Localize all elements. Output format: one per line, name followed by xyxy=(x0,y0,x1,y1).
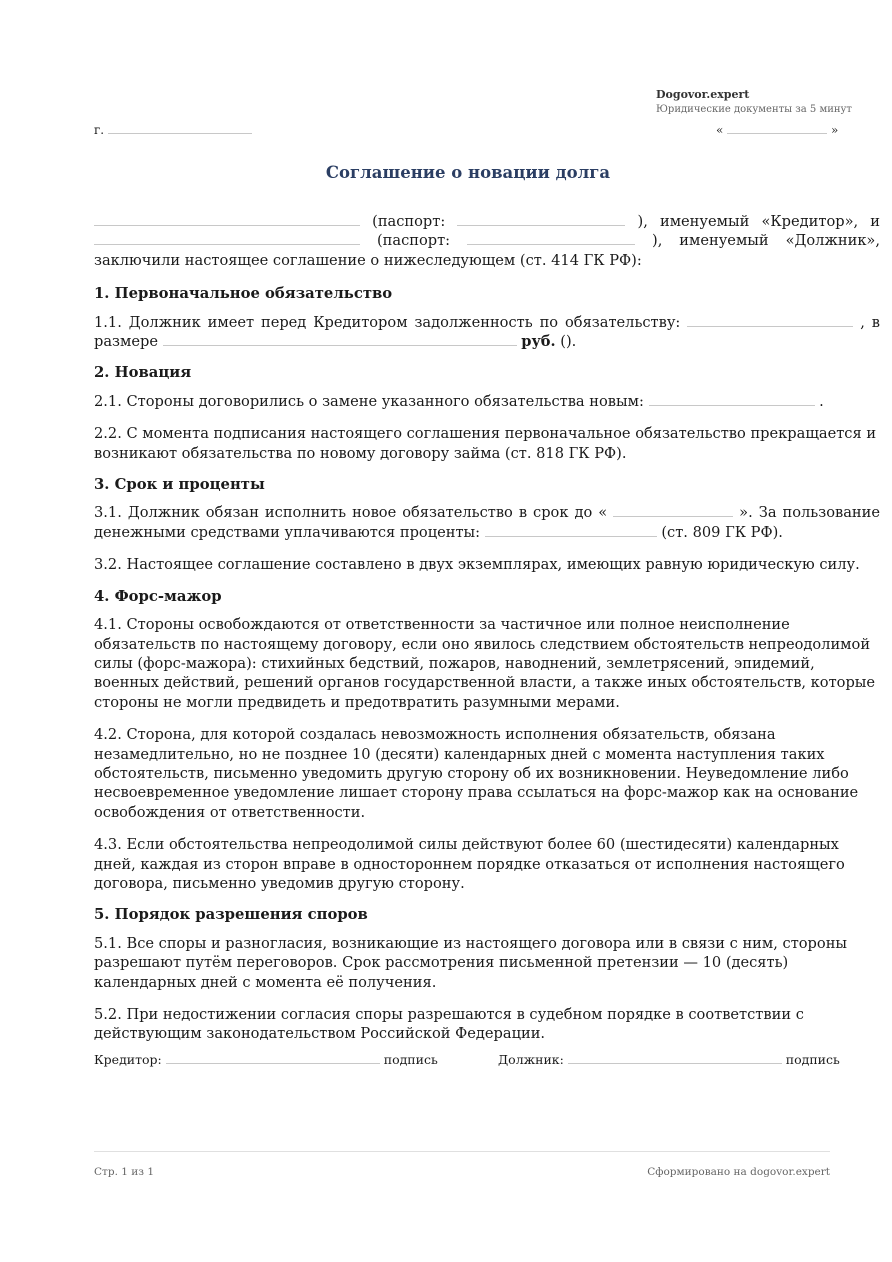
debtor-named-text: ), именуемый «Должник», xyxy=(652,232,881,250)
city-line xyxy=(94,120,252,140)
debtor-passport-field[interactable] xyxy=(467,231,635,245)
clause-4-3: 4.3. Если обстоятельства непреодолимой силы действуют более 60 (шестидесяти) календарных дней, каждая из сторон вправе в одностороннем порядке отказаться от исполнения настоящего договора, письменно уведомив другую сторону. xyxy=(94,836,845,892)
amount-field[interactable] xyxy=(163,332,517,346)
footer-divider xyxy=(94,1151,830,1152)
deadline-field[interactable] xyxy=(613,503,733,517)
creditor-sign-word: подпись xyxy=(383,1052,438,1067)
new-obligation-field[interactable] xyxy=(649,392,815,406)
creditor-sign-label: Кредитор: xyxy=(94,1052,162,1067)
obligation-field[interactable] xyxy=(687,313,853,327)
section-1-heading: 1. Первоначальное обязательство xyxy=(94,285,393,303)
clause-2-2: 2.2. С момента подписания настоящего соглашения первоначальное обязательство прекращается и возникают обязательства по новому договору займа (ст. 818 ГК РФ). xyxy=(94,425,877,462)
clause-3-1-line-1 xyxy=(94,503,880,522)
debtor-name-field[interactable] xyxy=(94,231,360,245)
section-2-heading: 2. Новация xyxy=(94,364,192,382)
creditor-name-field[interactable] xyxy=(94,212,360,226)
creditor-passport-field[interactable] xyxy=(457,212,625,226)
creditor-named-text: ), именуемый «Кредитор», и xyxy=(637,213,880,230)
concluded-text: заключили настоящее соглашение о нижеследующем (ст. 414 ГК РФ): xyxy=(94,251,642,269)
creditor-signature xyxy=(94,1050,438,1069)
debtor-sign-field[interactable] xyxy=(568,1050,782,1064)
party-debtor-line xyxy=(94,231,880,250)
document-body xyxy=(94,212,880,1044)
section-4-heading: 4. Форс-мажор xyxy=(94,587,222,605)
clause-5-2: 5.2. При недостижении согласия споры разрешаются в судебном порядке в соответствии с действующим законодательством Российской Федерации. xyxy=(94,1006,804,1043)
clause-3-1-text: 3.1. Должник обязан исполнить новое обязательство в срок до « xyxy=(94,504,608,522)
clause-1-1-text: 1.1. Должник имеет перед Кредитором задолженность по обязательству: xyxy=(94,313,681,331)
brand-block xyxy=(656,88,852,117)
clause-4-1: 4.1. Стороны освобождаются от ответственности за частичное или полное неисполнение обязательств по настоящему договору, если оно явилось следствием обстоятельств непреодолимой силы (форс-мажора): стихийных бедствий, пожаров, наводнений, землетрясений, эпидемий, военных действий, решений органов государственной власти, а также иных обстоятельств, которые стороны не могли предвидеть и предотвратить разумными мерами. xyxy=(94,616,876,711)
date-field[interactable] xyxy=(727,120,827,134)
interest-ref: (ст. 809 ГК РФ). xyxy=(661,523,783,541)
date-close-quote: » xyxy=(831,123,839,137)
section-3-heading: 3. Срок и проценты xyxy=(94,476,265,494)
city-prefix: г. xyxy=(94,123,105,137)
debtor-signature xyxy=(498,1050,840,1069)
page-number: Стр. 1 из 1 xyxy=(94,1166,155,1178)
debtor-sign-word: подпись xyxy=(785,1052,840,1067)
date-open-quote: « xyxy=(716,123,724,137)
amount-label: размере xyxy=(94,333,158,351)
brand-name: Dogovor.expert xyxy=(656,88,750,101)
clause-3-1-line-2 xyxy=(94,523,880,542)
interest-field[interactable] xyxy=(485,523,657,537)
interest-label: денежными средствами уплачиваются проценты: xyxy=(94,523,481,541)
clause-3-2: 3.2. Настоящее соглашение составлено в двух экземплярах, имеющих равную юридическую силу. xyxy=(94,556,860,574)
brand-tagline: Юридические документы за 5 минут xyxy=(656,104,852,115)
clause-4-2: 4.2. Сторона, для которой создалась невозможность исполнения обязательств, обязана незамедлительно, но не позднее 10 (десяти) календарных дней с момента наступления таких обстоятельств, письменно уведомить другую сторону об их возникновении. Неуведомление либо несвоевременное уведомление лишает сторону права ссылаться на форс-мажор как на основание освобождения от ответственности. xyxy=(94,726,859,821)
passport-label-1: (паспорт: xyxy=(372,213,446,230)
creditor-sign-field[interactable] xyxy=(166,1050,380,1064)
clause-2-1-text: 2.1. Стороны договорились о замене указанного обязательства новым: xyxy=(94,392,644,410)
party-creditor-line xyxy=(94,212,880,231)
section-5-heading: 5. Порядок разрешения споров xyxy=(94,906,368,924)
city-field[interactable] xyxy=(108,120,252,134)
document-title: Соглашение о новации долга xyxy=(325,163,611,182)
clause-2-1 xyxy=(94,392,880,411)
debtor-sign-label: Должник: xyxy=(498,1052,564,1067)
passport-label-2: (паспорт: xyxy=(376,232,451,250)
clause-5-1: 5.1. Все споры и разногласия, возникающие из настоящего договора или в связи с ним, стороны разрешают путём переговоров. Срок рассмотрения письменной претензии — 10 (десять) календарных дней с момента её получения. xyxy=(94,934,848,991)
clause-1-1-line-1 xyxy=(94,313,880,332)
generated-note: Сформировано на dogovor.expert xyxy=(647,1166,830,1178)
currency-label: руб. xyxy=(521,333,556,351)
clause-1-1-line-2 xyxy=(94,332,880,351)
date-line xyxy=(716,120,838,140)
clause-1-1-tail: , в xyxy=(860,313,881,331)
amount-words: (). xyxy=(560,333,577,351)
clause-3-1-mid: ». За пользование xyxy=(739,504,881,522)
clause-2-1-end: . xyxy=(819,392,824,410)
